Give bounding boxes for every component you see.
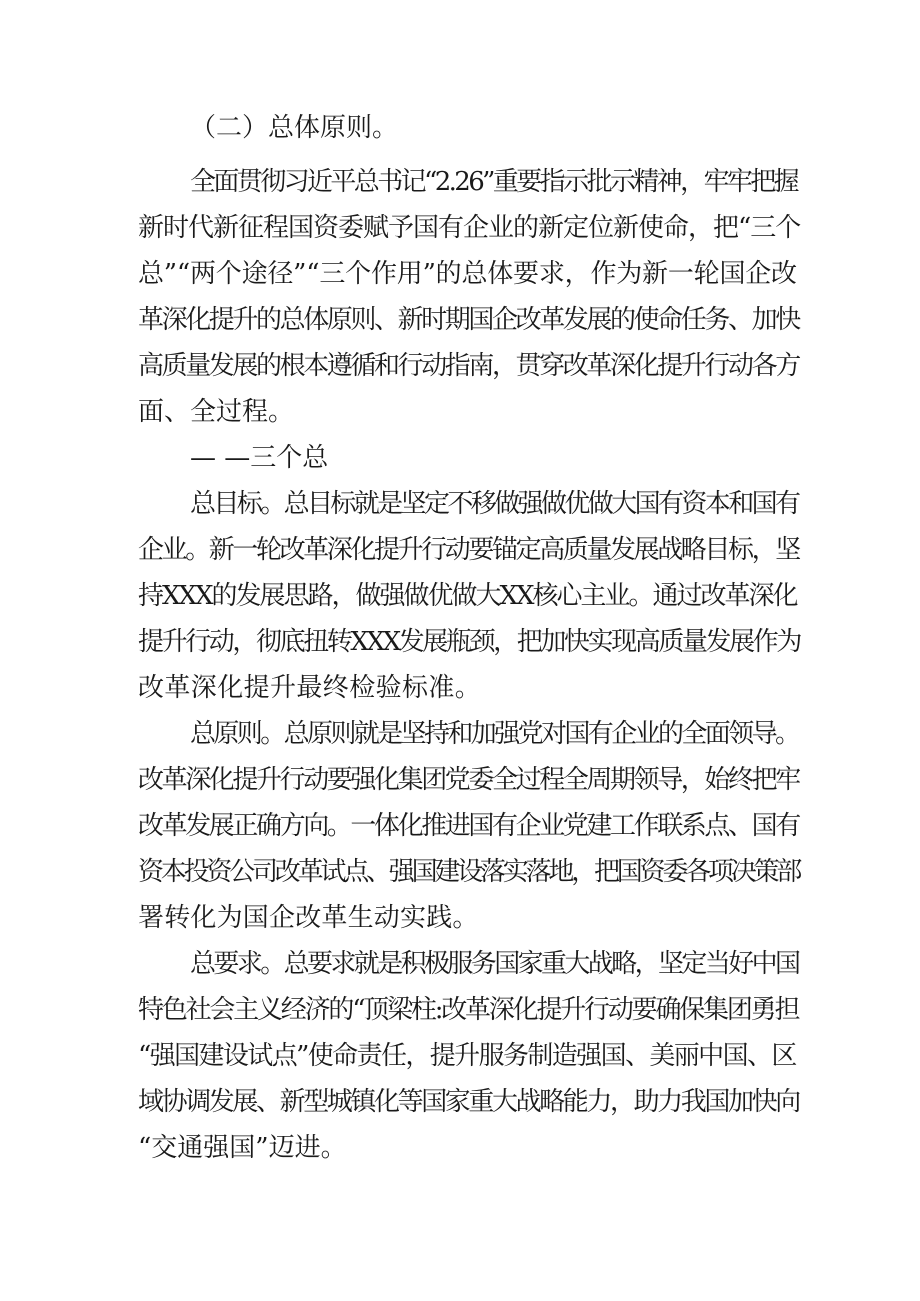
paragraph-line: 提升行动，彻底扭转XXX发展瓶颈，把加快实现高质量发展作为 [138, 627, 800, 657]
section-heading: （二）总体原则。 [190, 113, 399, 143]
paragraph-line: 改革发展正确方向。一体化推进国有企业党建工作联系点、国有 [138, 811, 799, 841]
paragraph-line: 革深化提升的总体原则、新时期国企改革发展的使命任务、加快 [138, 305, 799, 335]
paragraph-line: 总”“两个途径”“三个作用”的总体要求，作为新一轮国企改 [138, 259, 797, 289]
paragraph-line: 署转化为国企改革生动实践。 [138, 903, 479, 933]
paragraph-line: 持XXX的发展思路，做强做优做大XX核心主业。通过改革深化 [138, 581, 797, 611]
paragraph-line: 改革深化提升行动要强化集团党委全过程全周期领导，始终把牢 [138, 765, 799, 795]
paragraph-line: 总目标。总目标就是坚定不移做强做优做大国有资本和国有 [190, 489, 799, 519]
paragraph-line: “交通强国”迈进。 [138, 1133, 347, 1163]
subsection-heading: — —三个总 [190, 443, 329, 473]
paragraph-line: 高质量发展的根本遵循和行动指南，贯穿改革深化提升行动各方 [138, 351, 799, 381]
paragraph-line: 域协调发展、新型城镇化等国家重大战略能力，助力我国加快向 [138, 1087, 799, 1117]
paragraph-line: 总原则。总原则就是坚持和加强党对国有企业的全面领导。 [190, 719, 799, 749]
paragraph-line: 资本投资公司改革试点、强国建设落实落地，把国资委各项决策部 [138, 857, 800, 887]
paragraph-line: 企业。新一轮改革深化提升行动要锚定高质量发展战略目标，坚 [138, 535, 799, 565]
paragraph-line: 特色社会主义经济的“顶梁柱:改革深化提升行动要确保集团勇担 [138, 995, 799, 1025]
paragraph-line: 全面贯彻习近平总书记“2.26”重要指示批示精神，牢牢把握 [190, 167, 798, 197]
paragraph-line: 面、全过程。 [138, 397, 295, 427]
paragraph-line: 改革深化提升最终检验标准。 [138, 673, 482, 703]
paragraph-line: 新时代新征程国资委赋予国有企业的新定位新使命，把“三个 [138, 213, 801, 243]
paragraph-line: “强国建设试点”使命责任，提升服务制造强国、美丽中国、区 [138, 1041, 796, 1071]
paragraph-line: 总要求。总要求就是积极服务国家重大战略，坚定当好中国 [190, 949, 799, 979]
